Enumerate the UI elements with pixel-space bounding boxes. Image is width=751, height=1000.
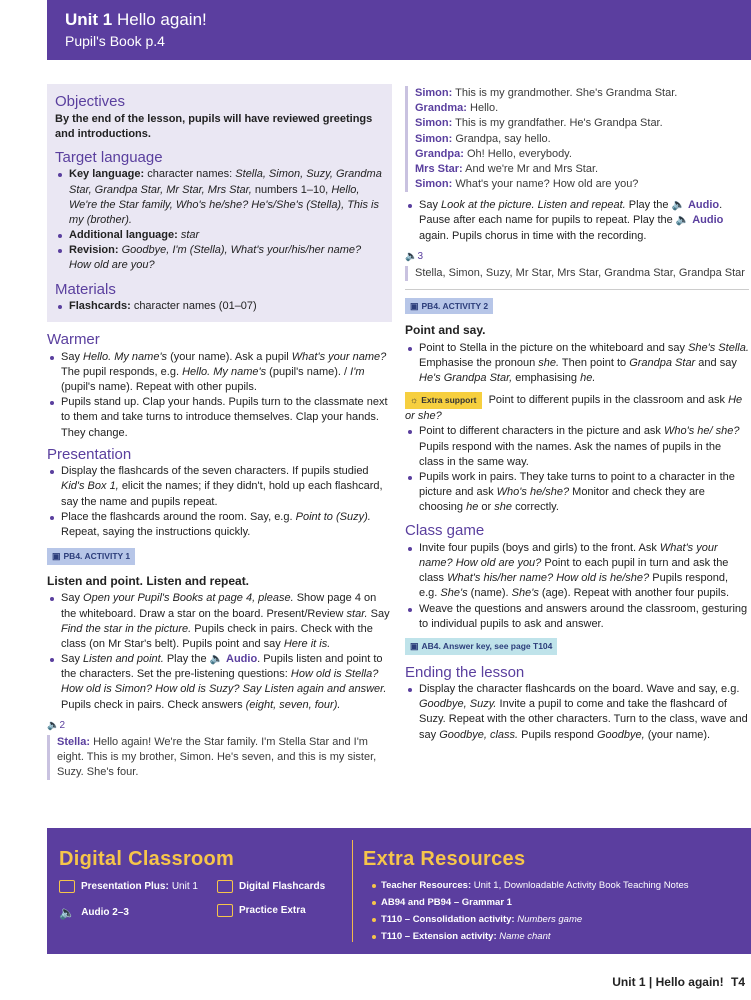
text: Audio [226, 653, 258, 666]
text: He or she? [405, 394, 743, 423]
book-icon: ▣ [410, 300, 419, 311]
objectives-heading: Objectives [55, 93, 126, 110]
practice-icon [217, 904, 233, 917]
text: Say [61, 350, 80, 363]
list-item [405, 424, 749, 470]
digital-flashcards-link[interactable] [217, 880, 325, 894]
text: Pupils respond with the names. Ask the names of pupils in the class in the same way. [419, 440, 722, 468]
text: Invite a pupil to come and take the flashcard of Suzy. Repeat with the other characters. Turn to the class, wave and say [419, 698, 748, 741]
activity1-title: Listen and point. Listen and repeat. [47, 573, 250, 588]
presentation-section [47, 445, 392, 540]
practice-extra-link[interactable] [217, 904, 306, 918]
text: elicit the names; if they didn't, hold up each flashcard, say the name and pupils repeat. [61, 480, 383, 508]
speaker: Grandpa: [415, 147, 464, 160]
text: (pupil's name). Repeat with other pupils. [61, 381, 257, 394]
presentation-heading: Presentation [47, 445, 132, 463]
unit-title [65, 10, 751, 30]
text: Pupils check in pairs. Check with the class (on Mr Star's belt). Pupils point and say [61, 622, 373, 650]
activity1-section [47, 540, 392, 780]
extra-resources-list [369, 880, 749, 948]
text: Audio [692, 214, 724, 227]
text: Place the flashcards around the room. Say, e.g. [61, 510, 293, 523]
list-item [55, 243, 384, 273]
presentation-icon [59, 880, 75, 893]
list-item [405, 470, 749, 516]
text: Teacher Resources: [381, 880, 472, 891]
dialog-line [415, 177, 749, 192]
text: He's Grandpa Star, [419, 372, 513, 385]
text: Look at the picture. Listen and repeat. [441, 199, 626, 212]
resources-band [47, 828, 751, 954]
text: Point to Stella in the picture on the whiteboard and say [419, 341, 686, 354]
text: or [481, 501, 492, 514]
text: She's [440, 587, 468, 600]
key-language-label: Key language: [69, 168, 145, 181]
text: Emphasise the pronoun [419, 357, 536, 370]
text: Play the [628, 199, 669, 212]
text: (your name). [647, 728, 711, 741]
text: character names (01–07) [133, 300, 257, 313]
text: Say [61, 592, 80, 605]
dialog-line [415, 132, 749, 147]
text: T110 – Consolidation activity: [381, 913, 515, 925]
dialog-line [415, 86, 749, 101]
text: Find the star in the picture. [61, 622, 192, 635]
divider [405, 289, 749, 290]
activity2-tag [405, 298, 493, 315]
text: Point to each pupil in turn and ask the class [419, 557, 729, 585]
speaker: Simon: [415, 117, 453, 130]
activity2-title: Point and say. [405, 323, 486, 338]
text: Grandpa, say hello. [455, 132, 551, 145]
lightbulb-icon: ☼ [410, 395, 419, 406]
text: Kid's Box 1, [61, 480, 119, 493]
band-divider [352, 840, 353, 942]
text: Point to different characters in the picture and ask [419, 425, 661, 438]
footer-text: Unit 1 | Hello again! [612, 975, 724, 989]
speaker-icon: 🔈 [209, 653, 224, 666]
text: Goodbye, class. [439, 728, 519, 741]
text: character names: [147, 168, 233, 181]
list-item [369, 880, 749, 892]
text: she [494, 501, 513, 514]
text: he. [580, 372, 596, 385]
text: This is my grandmother. She's Grandma Star. [455, 87, 678, 99]
text: Goodbye, Suzy. [419, 698, 497, 711]
audio-link[interactable] [59, 904, 129, 922]
text: This is my grandfather. He's Grandpa Star. [455, 117, 663, 130]
text: Hello, We're the Star family, Who's he/she? He's/She's (Stella), This is my (brother). [69, 183, 379, 226]
page-number: T4 [730, 975, 745, 989]
text: and say [698, 357, 737, 370]
additional-language-label: Additional language: [69, 229, 178, 242]
text: Invite four pupils (boys and girls) to the front. Ask [419, 541, 657, 554]
dialog-line [415, 116, 749, 131]
text: Hello. My name's [182, 365, 267, 378]
objectives-box [47, 84, 392, 322]
dialog-line [415, 162, 749, 177]
text: (pupil's name). / [269, 365, 348, 378]
class-game-list [405, 541, 749, 632]
text: Say [419, 199, 438, 212]
presentation-plus-link[interactable] [59, 880, 198, 894]
list-item [369, 931, 749, 943]
text: Say [370, 607, 390, 620]
activity1-tag [47, 548, 135, 565]
ending-list [405, 682, 749, 743]
text: (name). [470, 587, 509, 600]
left-column [47, 84, 392, 780]
text: . Pause after each name for pupils to repeat. Play the [419, 199, 723, 227]
text: The pupil responds, e.g. [61, 365, 180, 378]
speaker: Simon: [415, 87, 453, 99]
activity2-list-2 [405, 424, 749, 515]
text: What's your name? How old are you? [419, 541, 718, 570]
text: Listen and point. [83, 653, 164, 666]
text: again. Pupils chorus in time with the recording. [419, 229, 647, 242]
text: Hello. My name's [83, 350, 168, 363]
extra-resources-title: Extra Resources [363, 848, 526, 870]
text: I'm [350, 365, 365, 378]
text: Name chant [499, 930, 551, 942]
revision-label: Revision: [69, 244, 119, 257]
unit-label: Unit 1 [65, 10, 113, 29]
audio3-transcript: Stella, Simon, Suzy, Mr Star, Mrs Star, Grandma Star, Grandpa Star [405, 266, 749, 281]
text: Oh! Hello, everybody. [466, 147, 572, 160]
text: Who's he/she? [496, 486, 570, 499]
text: What's your name? How old are you? [455, 178, 639, 191]
list-item: Weave the questions and answers around the classroom, gesturing to individual pupils to ask and answer. [405, 602, 749, 632]
text: She's [511, 587, 539, 600]
text: Audio [687, 199, 720, 212]
text: Pupils respond, e.g. [419, 572, 729, 600]
speaker-icon: 🔈 [405, 250, 418, 262]
text: Goodbye, I'm (Stella), What's your/his/her name? How old are you? [69, 244, 362, 272]
page-footer [612, 974, 745, 991]
list-item [55, 167, 384, 228]
text: Then point to [561, 357, 627, 370]
class-game-heading: Class game [405, 522, 485, 540]
ab4-answer-key-tag [405, 638, 557, 655]
text: (your name). Ask a pupil [170, 350, 289, 363]
text: star. [346, 607, 368, 620]
target-language-list [55, 167, 384, 273]
list-item [405, 682, 749, 743]
warmer-heading: Warmer [47, 331, 100, 349]
text: Presentation Plus: [81, 881, 169, 892]
audio-transcript [47, 735, 392, 781]
lesson-title: Hello again! [116, 10, 207, 29]
speaker-icon: 🔈 [675, 214, 690, 227]
text: Display the character flashcards on the board. Wave and say, e.g. [419, 683, 740, 696]
warmer-list [47, 350, 392, 441]
text: Stella, Simon, Suzy, Grandma Star, Grandpa Star, Mr Star, Mrs Star, [69, 168, 382, 196]
speaker-icon: 🔈 [59, 905, 76, 920]
text: PB4. ACTIVITY 1 [63, 551, 131, 562]
text: AB4. Answer key, see page T104 [421, 640, 553, 651]
target-language-heading: Target language [55, 148, 163, 166]
text: (age). Repeat with another four pupils. [541, 587, 729, 600]
text: AB94 and PB94 – Grammar 1 [381, 896, 512, 908]
look-list [405, 198, 749, 244]
text: Hello again! We're the Star family. I'm Stella Star and I'm eight. This is my brother, Simon. He's seven, and this is my sister, Suzy. She's four. [57, 735, 377, 778]
list-item [369, 914, 749, 926]
text: Point to different pupils in the classroom and ask [488, 394, 726, 407]
dialog-line [415, 147, 749, 162]
text: numbers 1–10, [254, 183, 329, 196]
text: Numbers game [517, 913, 583, 925]
text: Pupils respond [521, 728, 594, 741]
list-item [405, 541, 749, 602]
audio-link[interactable] [676, 214, 724, 226]
audio-transcript-continued [405, 86, 749, 192]
text: Goodbye, [596, 728, 645, 741]
text: (eight, seven, four). [245, 698, 341, 711]
speaker-icon: 🔈 [671, 199, 686, 212]
text: Play the [166, 653, 207, 666]
objectives-text: By the end of the lesson, pupils will have reviewed greetings and introductions. [55, 112, 373, 140]
text: Practice Extra [239, 905, 306, 916]
speaker: Grandma: [415, 102, 467, 115]
list-item [47, 464, 392, 510]
text: Display the flashcards of the seven characters. If pupils studied [61, 465, 369, 478]
text: And we're Mr and Mrs Star. [465, 162, 599, 175]
list-item [55, 299, 384, 314]
text: star [180, 229, 200, 242]
materials-list [55, 299, 384, 314]
book-icon: ▣ [410, 640, 419, 651]
ending-heading: Ending the lesson [405, 663, 525, 681]
list-item [55, 228, 384, 243]
extra-support [405, 392, 749, 424]
text: What's your name? [291, 350, 387, 363]
list-item [47, 350, 392, 396]
text: Point to (Suzy). [295, 510, 371, 523]
text: PB4. ACTIVITY 2 [421, 300, 489, 311]
text: Repeat, saying the instructions quickly. [61, 525, 251, 538]
audio-track-2[interactable] [47, 719, 392, 733]
text: . Pupils listen and point to the characters. Set the pre-listening questions: [61, 653, 383, 681]
audio-link[interactable] [672, 199, 720, 211]
text: Unit 1 [171, 881, 198, 892]
text: Here it is. [283, 637, 331, 650]
list-item: Pupils stand up. Clap your hands. Pupils turn to the classmate next to them and take turns to introduce themselves. Clap your hands. They change. [47, 395, 392, 441]
text: Extra support [421, 395, 477, 406]
speaker: Stella: [57, 735, 91, 748]
text: Who's he/ she? [664, 425, 740, 438]
speaker: Simon: [415, 132, 453, 145]
extra-support-tag [405, 392, 482, 409]
book-reference: Pupil's Book p.4 [65, 33, 165, 50]
text: Pupils check in pairs. Check answers [61, 698, 243, 711]
text: she. [538, 357, 560, 370]
book-icon: ▣ [52, 551, 61, 562]
text: How old is Stella? How old is Simon? How old is Suzy? Say Listen again and answer. [61, 668, 387, 696]
digital-classroom-title: Digital Classroom [59, 848, 235, 870]
text: She's Stella. [688, 341, 749, 354]
dialog-line [415, 101, 749, 116]
text: What's his/her name? How old is he/she? [447, 572, 650, 585]
text: Audio 2–3 [81, 907, 129, 919]
text: 2 [59, 719, 66, 731]
text: Pupils work in pairs. They take turns to point to a character in the picture and ask [419, 470, 735, 499]
text: Show page 4 on the whiteboard. Draw a star on the board. Present/Review [61, 592, 377, 620]
flashcards-label: Flashcards: [69, 300, 131, 313]
activity1-list [47, 591, 392, 712]
text: Open your Pupil's Books at page 4, please. [83, 592, 294, 605]
text: correctly. [515, 501, 559, 514]
activity2-list [405, 341, 749, 387]
warmer-section [47, 330, 392, 441]
list-item [405, 198, 749, 244]
text: Unit 1, Downloadable Activity Book Teaching Notes [473, 880, 689, 891]
text: emphasising [515, 372, 578, 385]
right-column [405, 84, 749, 743]
presentation-list [47, 464, 392, 540]
page-header [47, 0, 751, 60]
list-item [47, 652, 392, 713]
audio-track-3[interactable] [405, 250, 749, 264]
flashcards-icon [217, 880, 233, 893]
list-item [47, 591, 392, 652]
text: Digital Flashcards [239, 881, 326, 892]
text: T110 – Extension activity: [381, 930, 497, 942]
speaker: Simon: [415, 178, 453, 191]
speaker-icon: 🔈 [47, 719, 60, 731]
list-item [405, 341, 749, 387]
text: 3 [417, 250, 424, 262]
text: he [466, 501, 479, 514]
text: Say [61, 653, 80, 666]
text: Grandpa Star [629, 357, 696, 370]
text: Monitor and check they are choosing [419, 486, 705, 514]
materials-heading: Materials [55, 280, 116, 298]
speaker: Mrs Star: [415, 162, 463, 175]
audio-link[interactable] [210, 653, 258, 665]
list-item [47, 510, 392, 540]
text: Hello. [470, 102, 499, 115]
list-item [369, 897, 749, 909]
